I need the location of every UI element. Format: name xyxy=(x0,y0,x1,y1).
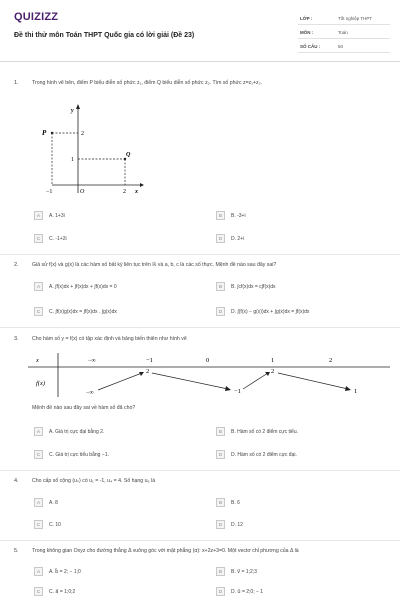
option-letter: B xyxy=(216,211,225,220)
option-text: D. 2+i xyxy=(231,235,245,242)
option-text: D. Hàm số có 2 điểm cực đại. xyxy=(231,451,297,458)
question-text: Trong không gian Oxyz cho đường thẳng Δ vuông góc với mặt phẳng (α): x+2z+3=0. Một vectơ chỉ phương của Δ là xyxy=(32,548,299,554)
point-p xyxy=(51,132,53,134)
question-number: 2. xyxy=(14,262,19,268)
quizizz-logo: QUIZIZZ xyxy=(14,11,59,23)
option-text: B. v⃗ = 1;2;3 xyxy=(231,568,257,575)
f-value: 2 xyxy=(271,368,275,375)
option-letter: C xyxy=(34,587,43,596)
option-letter: A xyxy=(34,567,43,576)
option-text: B. -3+i xyxy=(231,212,246,219)
option-text: A. ∫f(x)dx + ∫f(x)dx + ∫f(x)dx = 0 xyxy=(49,283,117,290)
page-header xyxy=(0,0,400,62)
page-title: Đề thi thử môn Toán THPT Quốc gia có lời giải (Đề 23) xyxy=(14,32,195,39)
option-letter: C xyxy=(34,307,43,316)
option-letter: C xyxy=(34,450,43,459)
x-value: −∞ xyxy=(88,358,96,364)
option-letter: C xyxy=(34,520,43,529)
point-q xyxy=(124,158,126,160)
label-x-minus1: −1 xyxy=(46,189,53,195)
option-letter: D xyxy=(216,307,225,316)
divider xyxy=(0,254,400,255)
option-text: D. ∫(f(x) − g(x))dx + ∫g(x)dx = ∫f(x)dx xyxy=(231,308,310,315)
option-letter: B xyxy=(216,498,225,507)
option-letter: C xyxy=(34,234,43,243)
variation-table xyxy=(28,353,390,397)
f-value: −∞ xyxy=(86,390,94,396)
x-value: 2 xyxy=(329,357,333,364)
meta-key: SỐ CÂU : xyxy=(300,44,321,49)
meta-key: MÔN : xyxy=(300,30,314,35)
f-value: −1 xyxy=(234,388,241,395)
option-text: B. 6 xyxy=(231,499,240,506)
option-letter: D xyxy=(216,450,225,459)
f-value: 2 xyxy=(146,368,150,375)
option-text: A. b⃗ = 2; − 1;0 xyxy=(49,568,81,575)
question-number: 5. xyxy=(14,548,19,554)
divider xyxy=(0,540,400,541)
question-number: 4. xyxy=(14,478,19,484)
question-text: Cho hàm số y = f(x) có tập xác định và bảng biến thiên như hình vẽ xyxy=(32,336,187,342)
question-number: 3. xyxy=(14,336,19,342)
question-text: Trong hình vẽ bên, điểm P biểu diễn số phức z₁, điểm Q biểu diễn số phức z₂. Tìm số phức z=z₁+z₂. xyxy=(32,80,263,86)
option-letter: B xyxy=(216,567,225,576)
y-axis-arrow xyxy=(76,104,80,109)
option-text: C. ∫f(x)g(x)dx = ∫f(x)dx . ∫g(x)dx xyxy=(49,308,117,315)
option-letter: A xyxy=(34,498,43,507)
option-letter: D xyxy=(216,587,225,596)
option-letter: A xyxy=(34,427,43,436)
table-f-label: f(x) xyxy=(36,380,46,387)
option-text: C. Giá trị cực tiểu bằng −1. xyxy=(49,451,109,458)
divider xyxy=(0,470,400,471)
option-text: B. Hàm số có 2 điểm cực tiểu. xyxy=(231,428,298,435)
table-x-label: x xyxy=(36,357,39,364)
label-y-2: 2 xyxy=(81,131,84,137)
question-text: Cho cấp số cộng (uₙ) có u₁ = -1, u₄ = 4. Số hạng u₆ là xyxy=(32,478,156,484)
label-q: Q xyxy=(126,152,131,158)
x-label: x xyxy=(135,189,138,195)
meta-key: LỚP : xyxy=(300,16,313,21)
option-text: A. 8 xyxy=(49,499,58,506)
meta-value: 50 xyxy=(338,44,344,49)
x-value: 0 xyxy=(206,357,210,364)
option-letter: A xyxy=(34,211,43,220)
question-prompt: Mệnh đề nào sau đây sai về hàm số đã cho? xyxy=(32,405,136,411)
option-letter: D xyxy=(216,520,225,529)
option-letter: B xyxy=(216,282,225,291)
complex-plane-graph xyxy=(40,103,145,195)
option-text: D. 12 xyxy=(231,521,243,528)
option-text: B. ∫cf(x)dx = c∫f(x)dx xyxy=(231,283,276,290)
label-x-2: 2 xyxy=(123,189,126,195)
meta-row-count xyxy=(298,43,390,53)
option-text: C. a⃗ = 1;0;2 xyxy=(49,588,76,595)
x-value: −1 xyxy=(146,357,153,364)
label-origin: O xyxy=(80,189,85,195)
f-value: 1 xyxy=(354,388,358,395)
label-p: P xyxy=(42,129,47,137)
meta-value: Tốt nghiệp THPT xyxy=(338,16,373,21)
option-letter: D xyxy=(216,234,225,243)
divider xyxy=(0,327,400,328)
meta-row-subject xyxy=(298,29,390,39)
option-letter: A xyxy=(34,282,43,291)
option-text: C. 10 xyxy=(49,521,61,528)
meta-value: Toán xyxy=(338,30,348,35)
question-number: 1. xyxy=(14,80,19,86)
option-text: D. u⃗ = 2;0; − 1 xyxy=(231,588,264,595)
option-text: A. Giá trị cực đại bằng 2. xyxy=(49,428,105,435)
option-text: C. -1+2i xyxy=(49,235,67,242)
y-label: y xyxy=(71,108,74,114)
x-value: 1 xyxy=(271,357,275,364)
label-y-1: 1 xyxy=(71,157,74,163)
x-axis-arrow xyxy=(140,183,144,187)
meta-row-class xyxy=(298,15,390,25)
option-letter: B xyxy=(216,427,225,436)
question-text: Giả sử f(x) và g(x) là các hàm số bất kỳ liên tục trên ℝ và a, b, c là các số thực. Mệnh đề nào sau đây sai? xyxy=(32,262,277,268)
option-text: A. 1+3i xyxy=(49,212,65,219)
